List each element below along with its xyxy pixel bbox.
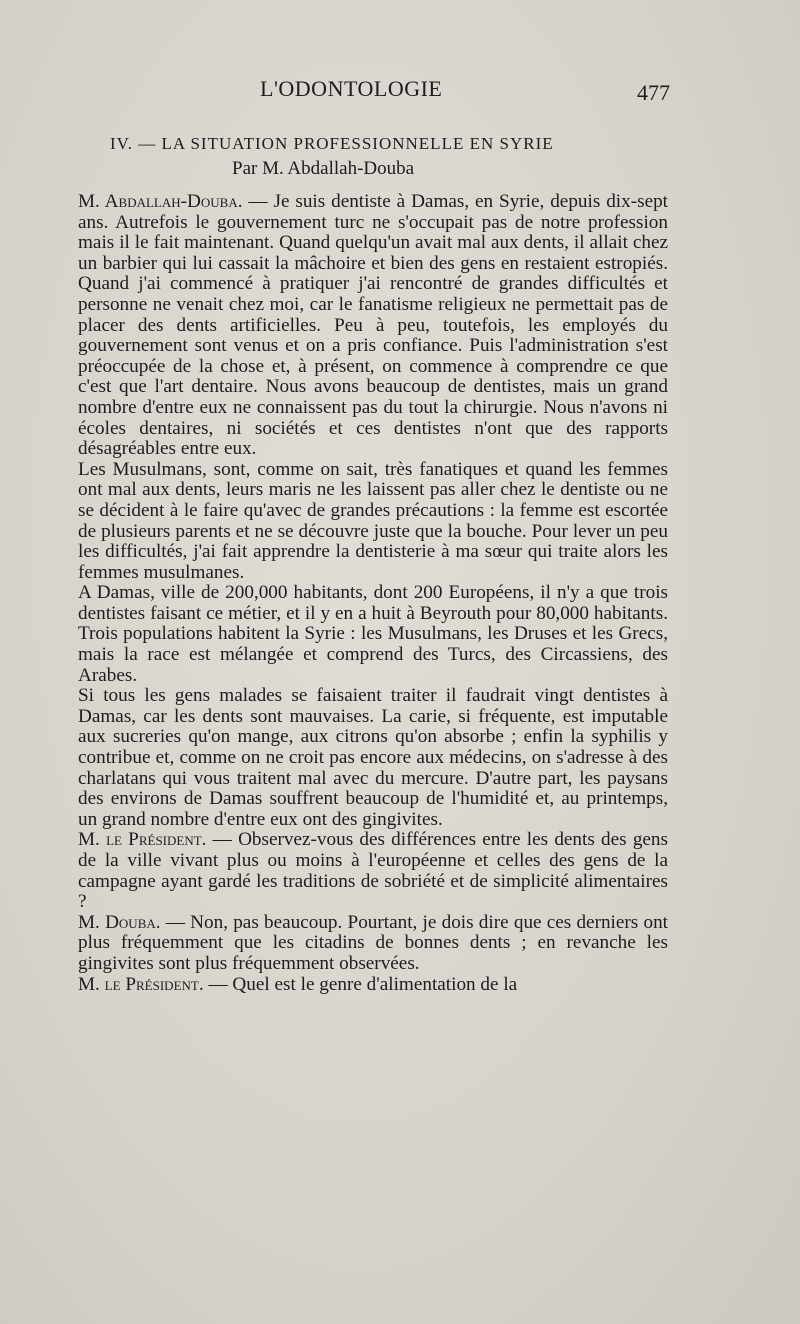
paragraph: [78, 583, 668, 686]
paragraph: [78, 913, 668, 975]
page-number: 477: [637, 80, 670, 105]
paragraph-text: Si tous les gens malades se faisaient traiter il faudrait vingt dentistes à Damas, car les dents sont mauvaises. La carie, si fréquente, est imputable aux sucreries qu'on mange, aux citrons qu'on absorbe ; enfin la syphilis y contribue et, comme on ne croit pas encore aux médecins, on s'adresse à des charlatans qui vous traitent mal avec du mercure. D'autre part, les paysans des environs de Damas souffrent beaucoup de l'humidité et, au printemps, un grand nombre d'entre eux ont des gingivites.: [78, 685, 668, 830]
section-byline: Par M. Abdallah-Douba: [232, 158, 415, 179]
paragraph-text: A Damas, ville de 200,000 habitants, dont 200 Européens, il n'y a que trois dentistes faisant ce métier, et il y en a huit à Beyrouth pour 80,000 habitants. Trois populations habitent la Syrie : les Musulmans, les Druses et les Grecs, mais la race est mélangée et comprend des Turcs, des Circassiens, des Arabes.: [78, 582, 668, 686]
paragraph: [78, 975, 668, 996]
paragraph: [78, 192, 668, 460]
running-head: [80, 76, 670, 108]
paragraph-text: Les Musulmans, sont, comme on sait, très fanatiques et quand les femmes ont mal aux dents, leurs maris ne les laissent pas aller chez le dentiste ou ne se décident à le faire qu'avec de grandes précautions : la femme est escortée de plusieurs parents et ne se découvre juste que la bouche. Pour lever un peu les difficultés, j'ai fait apprendre la dentisterie à ma sœur qui traite alors les femmes musulmanes.: [78, 458, 668, 583]
paragraph-text: — Je suis dentiste à Damas, en Syrie, depuis dix-sept ans. Autrefois le gouvernement turc ne s'occupait pas de notre profession mais il le fait maintenant. Quand quelqu'un avait mal aux dents, il allait chez un barbier qui lui cassait la mâchoire et bien des gens en restaient estropiés. Quand j'ai commencé à pratiquer j'ai rencontré de grandes difficultés et personne ne venait chez moi, car le fanatisme religieux ne permettait pas de placer des dents artificielles. Peu à peu, toutefois, les employés du gouvernement sont venus et on a pris confiance. Puis l'administration s'est préoccupée de la chose et, à présent, on commence à comprendre ce que c'est que l'art dentaire. Nous avons beaucoup de dentistes, mais un grand nombre d'entre eux ne connaissent pas du tout la chirurgie. Nous n'avons ni écoles dentaires, ni sociétés et ces dentistes n'ont que des rapports désagréables entre eux.: [78, 191, 669, 460]
running-title: L'ODONTOLOGIE: [260, 76, 443, 101]
speaker-name: M. le Président.: [78, 829, 207, 851]
speaker-name: M. Abdallah-Douba.: [78, 191, 243, 212]
speaker-name: M. le Président.: [78, 973, 204, 995]
paragraph: [78, 830, 668, 912]
paragraph-text: — Non, pas beaucoup. Pourtant, je dois dire que ces derniers ont plus fréquemment que les citadins de bonnes dents ; en revanche les gingivites sont plus fréquemment observées.: [78, 911, 668, 974]
paragraph-text: — Observez-vous des différences entre les dents des gens de la ville vivant plus ou moins à l'européenne et celles des gens de la campagne ayant gardé les traditions de sobriété et de simplicité alimentaires ?: [78, 829, 668, 913]
paragraph-text: — Quel est le genre d'alimentation de la: [203, 973, 518, 995]
section-heading: IV. — LA SITUATION PROFESSIONNELLE EN SYRIE: [110, 134, 554, 153]
speaker-name: M. Douba.: [78, 911, 161, 933]
paragraph: [78, 686, 668, 830]
paragraph: [78, 460, 668, 584]
body-text: [78, 192, 668, 995]
